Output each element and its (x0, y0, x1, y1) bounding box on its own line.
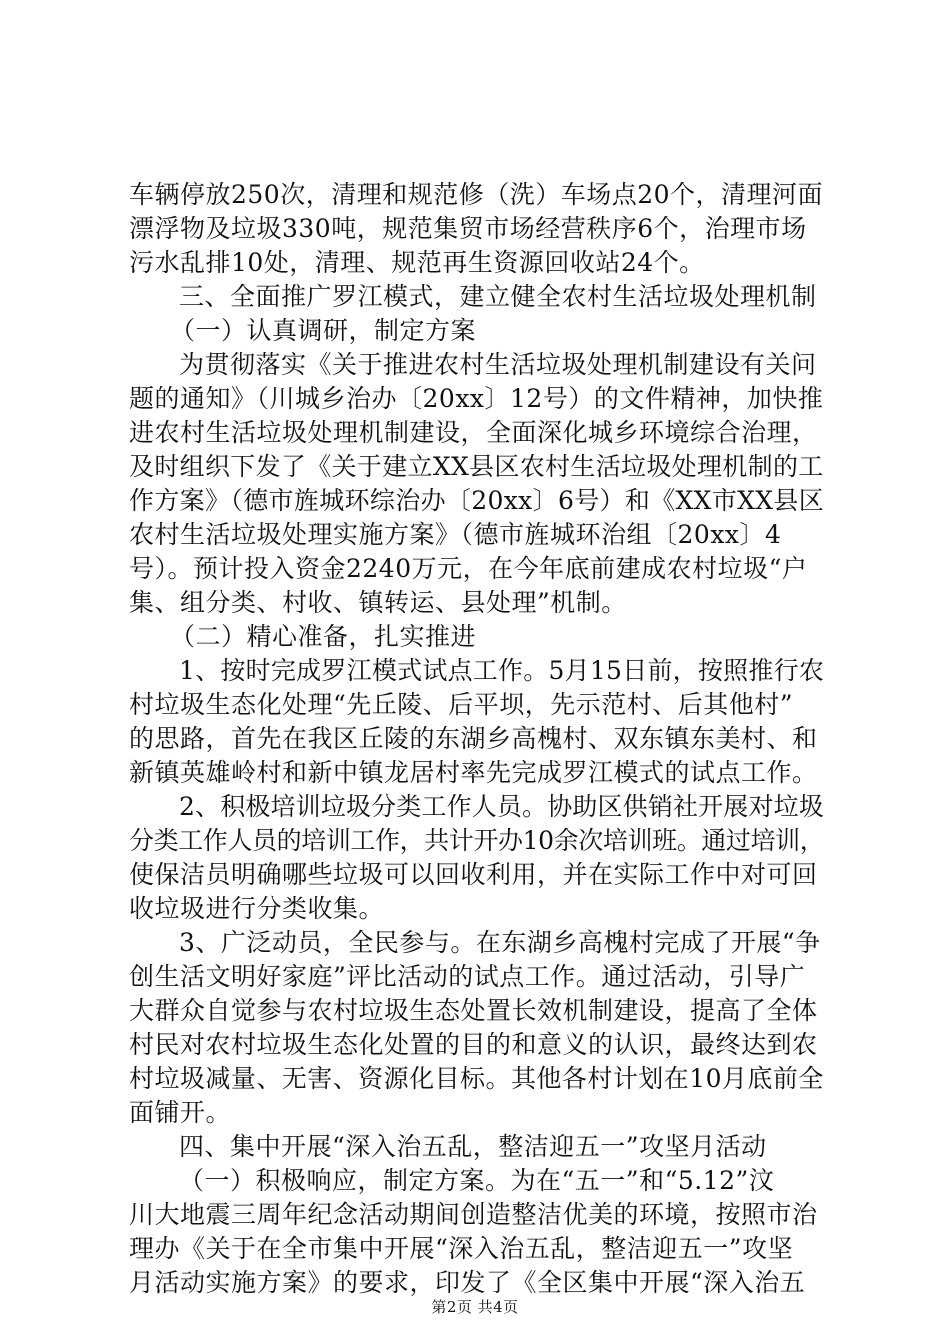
body-text-line: 作方案》（德市旌城环综治办〔20xx〕6号）和《XX市XX县区 (129, 486, 825, 515)
body-text-line: 题的通知》（川城乡治办〔20xx〕12号）的文件精神，加快推 (129, 384, 824, 413)
body-text-line: 2、积极培训垃圾分类工作人员。协助区供销社开展对垃圾 (179, 792, 824, 821)
body-text-line: 号）。预计投入资金2240万元，在今年底前建成农村垃圾“户 (129, 554, 808, 583)
body-text-line: 大群众自觉参与农村垃圾生态处置长效机制建设，提高了全体 (129, 996, 818, 1025)
body-text-line: 的思路，首先在我区丘陵的东湖乡高槐村、双东镇东美村、和 (129, 724, 818, 753)
page-number-footer: 第2页 共4页 (431, 1298, 519, 1316)
body-text-line: 3、广泛动员，全民参与。在东湖乡高槐村完成了开展“争 (179, 928, 821, 957)
subsection-heading: （一）认真调研，制定方案 (170, 316, 477, 345)
body-text-line: 农村生活垃圾处理实施方案》（德市旌城环治组〔20xx〕4 (129, 520, 782, 549)
body-text-line: 为贯彻落实《关于推进农村生活垃圾处理机制建设有关问 (179, 350, 817, 379)
body-text-line: 创生活文明好家庭”评比活动的试点工作。通过活动，引导广 (129, 962, 806, 991)
body-text-line: 村民对农村垃圾生态化处置的目的和意义的认识，最终达到农 (129, 1030, 818, 1059)
body-text-line: 理办《关于在全市集中开展“深入治五乱，整洁迎五一”攻坚 (129, 1234, 794, 1263)
body-text-line: （一）积极响应，制定方案。为在“五一”和“5.12”汶 (179, 1166, 775, 1195)
body-text-line: 1、按时完成罗江模式试点工作。5月15日前，按照推行农 (179, 656, 825, 685)
section-heading: 四、集中开展“深入治五乱，整洁迎五一”攻坚月活动 (179, 1132, 767, 1161)
body-text-line: 漂浮物及垃圾330吨，规范集贸市场经营秩序6个，治理市场 (129, 214, 807, 243)
body-text-line: 月活动实施方案》的要求，印发了《全区集中开展“深入治五 (129, 1268, 806, 1297)
body-text-line: 村垃圾减量、无害、资源化目标。其他各村计划在10月底前全 (129, 1064, 824, 1093)
body-text-line: 村垃圾生态化处理“先丘陵、后平坝，先示范村、后其他村” (129, 690, 794, 719)
body-text-line: 使保洁员明确哪些垃圾可以回收利用，并在实际工作中对可回 (129, 860, 818, 889)
body-text-line: 川大地震三周年纪念活动期间创造整洁优美的环境，按照市治 (129, 1200, 818, 1229)
body-text-line: 新镇英雄岭村和新中镇龙居村率先完成罗江模式的试点工作。 (129, 758, 818, 787)
subsection-heading: （二）精心准备，扎实推进 (170, 622, 477, 651)
body-text-line: 污水乱排10处，清理、规范再生资源回收站24个。 (129, 248, 705, 277)
body-text-line: 进农村生活垃圾处理机制建设，全面深化城乡环境综合治理， (129, 418, 818, 447)
section-heading: 三、全面推广罗江模式，建立健全农村生活垃圾处理机制 (179, 282, 817, 311)
body-text-line: 收垃圾进行分类收集。 (129, 894, 385, 923)
body-text-line: 车辆停放250次，清理和规范修（洗）车场点20个，清理河面 (129, 180, 824, 209)
body-text-line: 集、组分类、村收、镇转运、县处理”机制。 (129, 588, 627, 617)
body-text-line: 分类工作人员的培训工作，共计开办10余次培训班。通过培训， (129, 826, 825, 855)
body-text-line: 及时组织下发了《关于建立XX县区农村生活垃圾处理机制的工 (129, 452, 824, 481)
body-text-line: 面铺开。 (129, 1098, 232, 1127)
